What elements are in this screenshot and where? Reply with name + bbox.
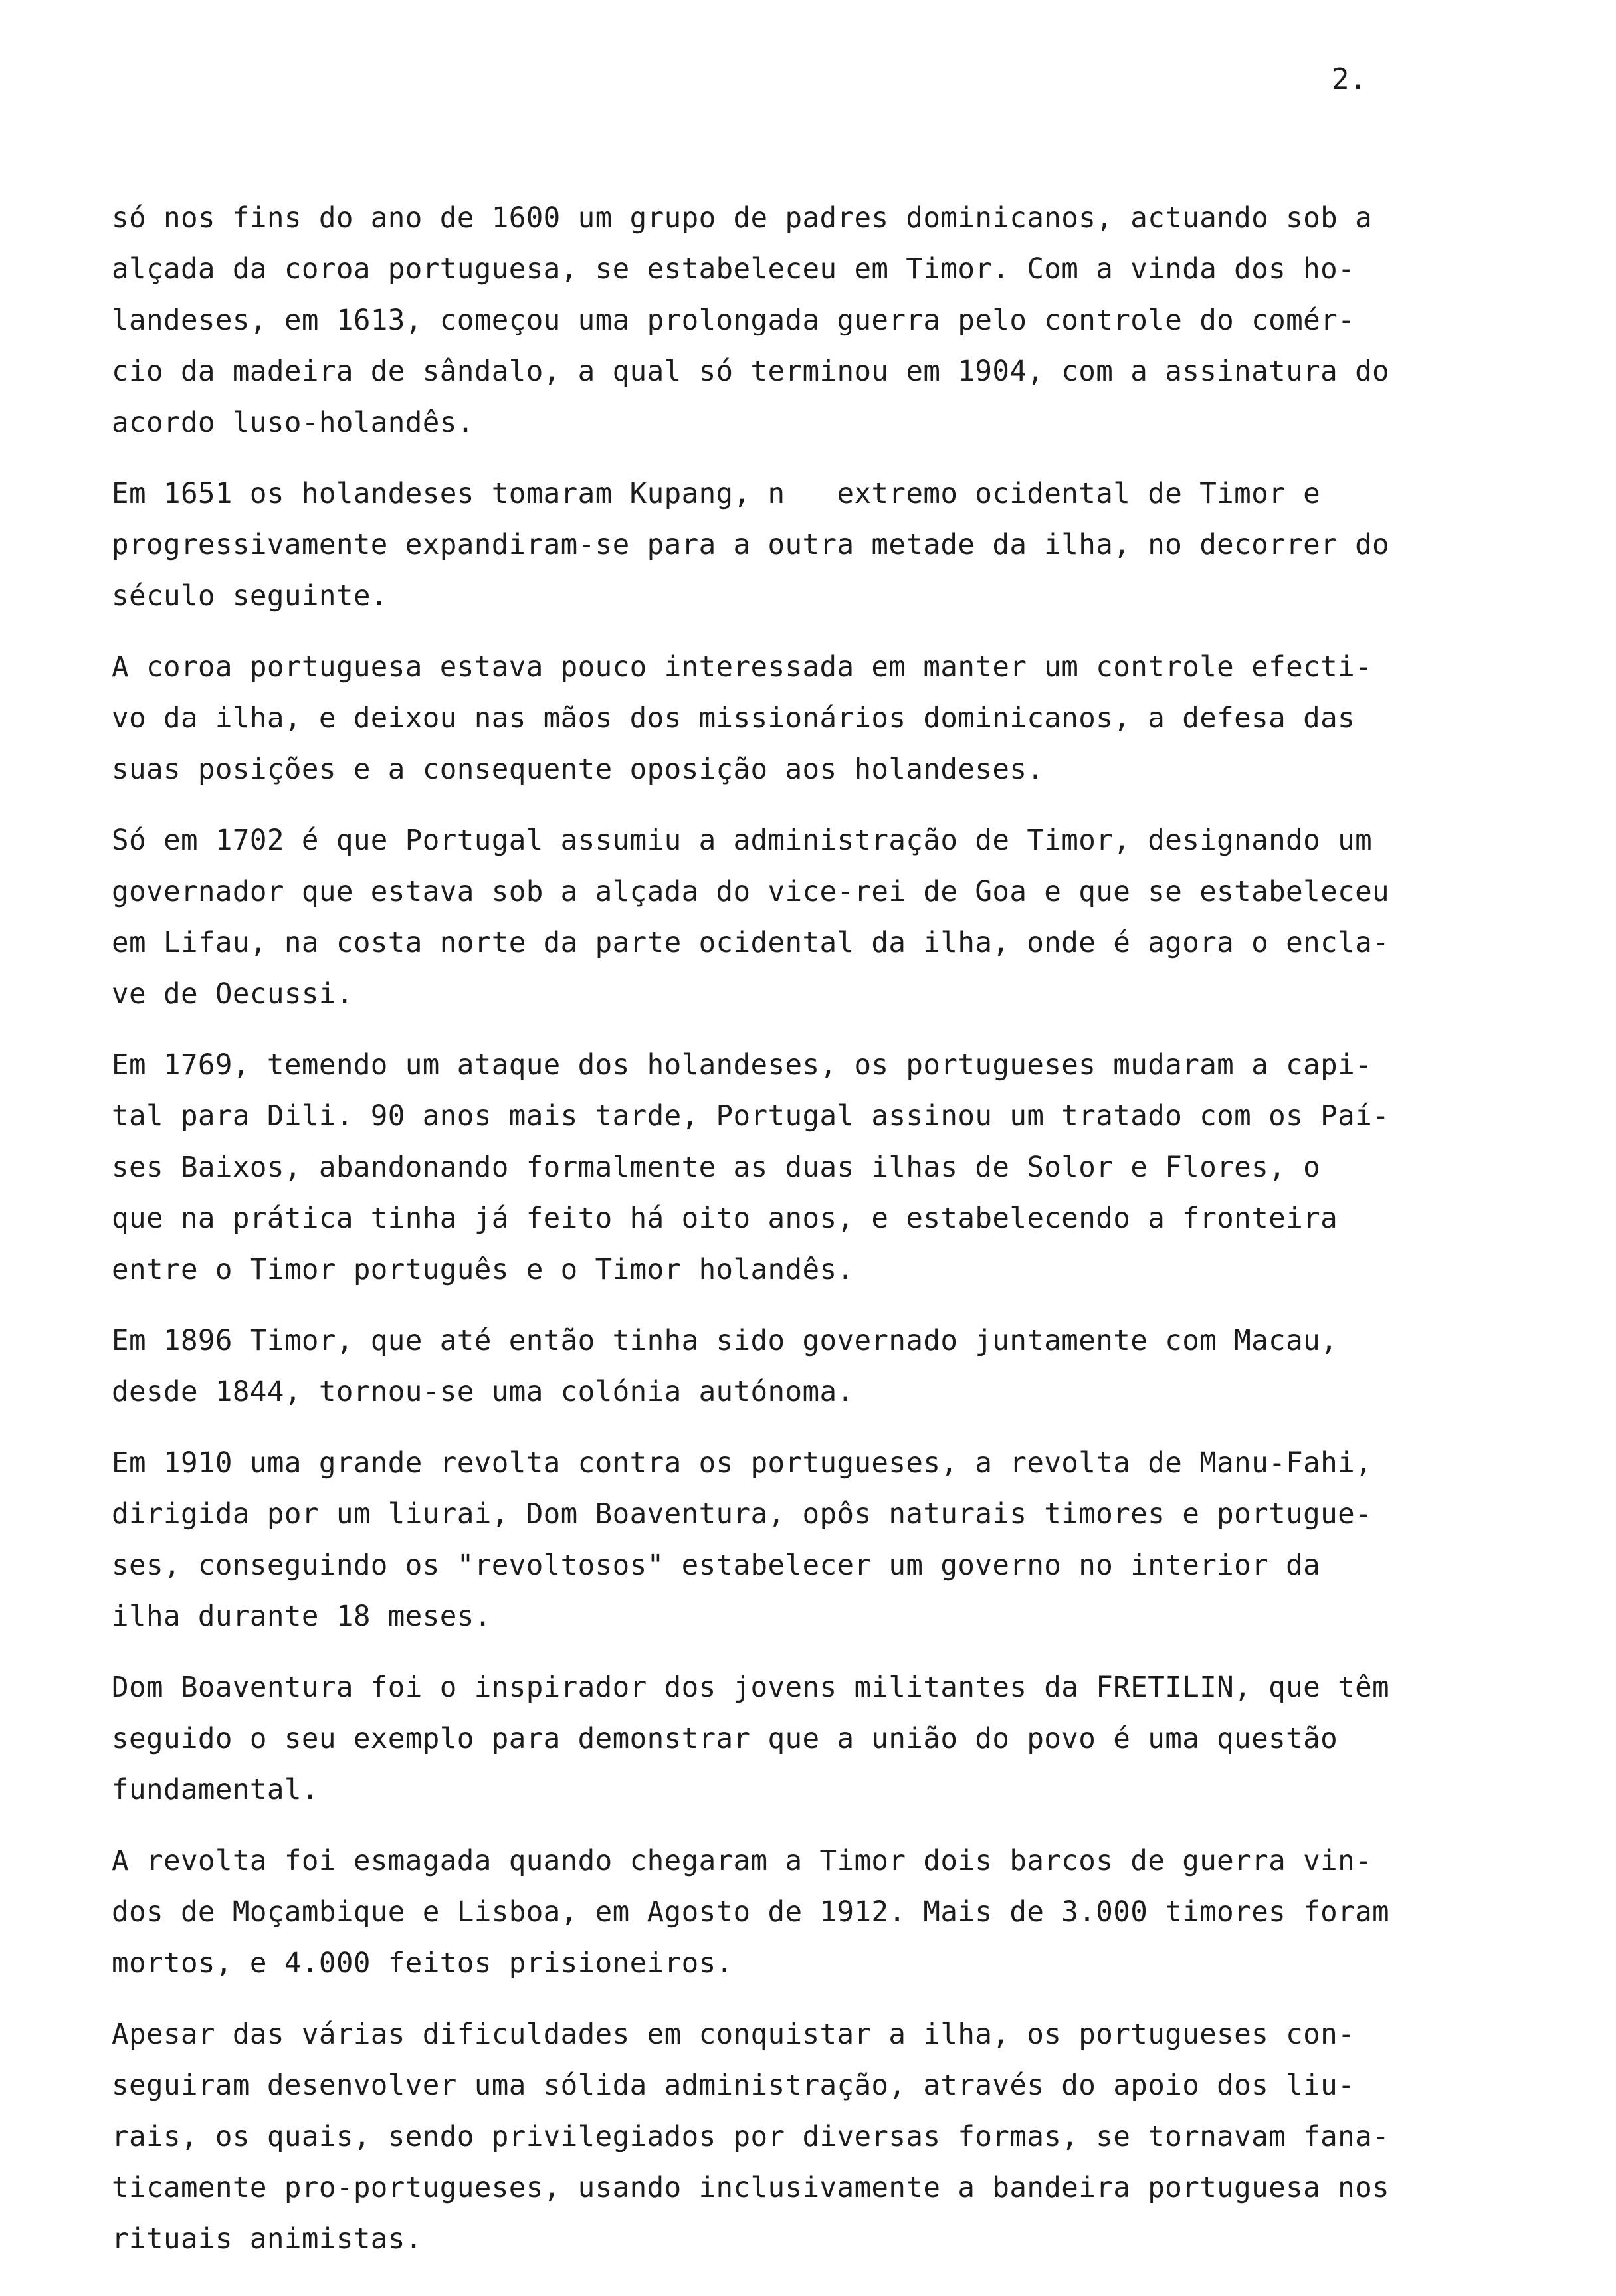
text-line: cio da madeira de sândalo, a qual só terminou em 1904, com a assinatura do	[112, 355, 1390, 388]
text-line: Em 1896 Timor, que até então tinha sido governado juntamente com Macau,	[112, 1325, 1338, 1357]
text-line: landeses, em 1613, começou uma prolongada guerra pelo controle do comér-	[112, 304, 1356, 337]
text-line: Dom Boaventura foi o inspirador dos jovens militantes da FRETILIN, que têm	[112, 1672, 1390, 1704]
text-line: dos de Moçambique e Lisboa, em Agosto de 1912. Mais de 3.000 timores foram	[112, 1896, 1390, 1929]
paragraph-2	[112, 468, 1487, 622]
paragraph-1	[112, 193, 1487, 448]
text-line: só nos fins do ano de 1600 um grupo de padres dominicanos, actuando sob a	[112, 202, 1373, 235]
text-line: rituais animistas.	[112, 2223, 423, 2255]
text-line: Em 1651 os holandeses tomaram Kupang, n extremo ocidental de Timor e	[112, 478, 1321, 510]
paragraph-8	[112, 1662, 1487, 1816]
text-line: Só em 1702 é que Portugal assumiu a administração de Timor, designando um	[112, 824, 1373, 857]
paragraph-5	[112, 1040, 1487, 1295]
paragraph-3	[112, 642, 1487, 795]
text-line: ve de Oecussi.	[112, 978, 354, 1010]
text-line: vo da ilha, e deixou nas mãos dos missionários dominicanos, a defesa das	[112, 702, 1356, 735]
text-line: Apesar das várias dificuldades em conquistar a ilha, os portugueses con-	[112, 2018, 1356, 2051]
text-line: seguiram desenvolver uma sólida administração, através do apoio dos liu-	[112, 2069, 1356, 2102]
text-line: alçada da coroa portuguesa, se estabeleceu em Timor. Com a vinda dos ho-	[112, 253, 1356, 286]
text-line: progressivamente expandiram-se para a outra metade da ilha, no decorrer do	[112, 529, 1390, 561]
text-line: tal para Dili. 90 anos mais tarde, Portugal assinou um tratado com os Paí-	[112, 1100, 1390, 1133]
paragraph-7	[112, 1438, 1487, 1642]
text-line: acordo luso-holandês.	[112, 407, 474, 439]
text-line: suas posições e a consequente oposição aos holandeses.	[112, 753, 1045, 786]
text-line: ilha durante 18 meses.	[112, 1600, 492, 1633]
text-line: século seguinte.	[112, 580, 388, 613]
page-number: 2.	[1332, 62, 1367, 96]
text-line: A coroa portuguesa estava pouco interessada em manter um controle efecti-	[112, 651, 1373, 684]
text-line: mortos, e 4.000 feitos prisioneiros.	[112, 1947, 734, 1980]
text-line: ses Baixos, abandonando formalmente as duas ilhas de Solor e Flores, o	[112, 1151, 1321, 1184]
paragraph-9	[112, 1836, 1487, 1989]
text-line: Em 1769, temendo um ataque dos holandeses, os portugueses mudaram a capi-	[112, 1049, 1373, 1082]
paragraph-6	[112, 1315, 1487, 1418]
text-body	[112, 193, 1487, 2285]
text-line: governador que estava sob a alçada do vice-rei de Goa e que se estabeleceu	[112, 876, 1390, 908]
text-line: em Lifau, na costa norte da parte ocidental da ilha, onde é agora o encla-	[112, 927, 1390, 959]
text-line: Em 1910 uma grande revolta contra os portugueses, a revolta de Manu-Fahi,	[112, 1447, 1373, 1480]
text-line: ticamente pro-portugueses, usando inclusivamente a bandeira portuguesa nos	[112, 2172, 1390, 2204]
text-line: que na prática tinha já feito há oito anos, e estabelecendo a fronteira	[112, 1202, 1338, 1235]
paragraph-4	[112, 815, 1487, 1020]
text-line: dirigida por um liurai, Dom Boaventura, opôs naturais timores e portugue-	[112, 1498, 1373, 1531]
text-line: desde 1844, tornou-se uma colónia autónoma.	[112, 1376, 855, 1408]
paragraph-10	[112, 2009, 1487, 2265]
text-line: ses, conseguindo os "revoltosos" estabelecer um governo no interior da	[112, 1549, 1321, 1582]
text-line: fundamental.	[112, 1774, 319, 1806]
text-line: A revolta foi esmagada quando chegaram a Timor dois barcos de guerra vin-	[112, 1845, 1373, 1877]
text-line: rais, os quais, sendo privilegiados por diversas formas, se tornavam fana-	[112, 2121, 1390, 2153]
text-line: seguido o seu exemplo para demonstrar que a união do povo é uma questão	[112, 1723, 1338, 1755]
text-line: entre o Timor português e o Timor holandês.	[112, 1254, 855, 1286]
